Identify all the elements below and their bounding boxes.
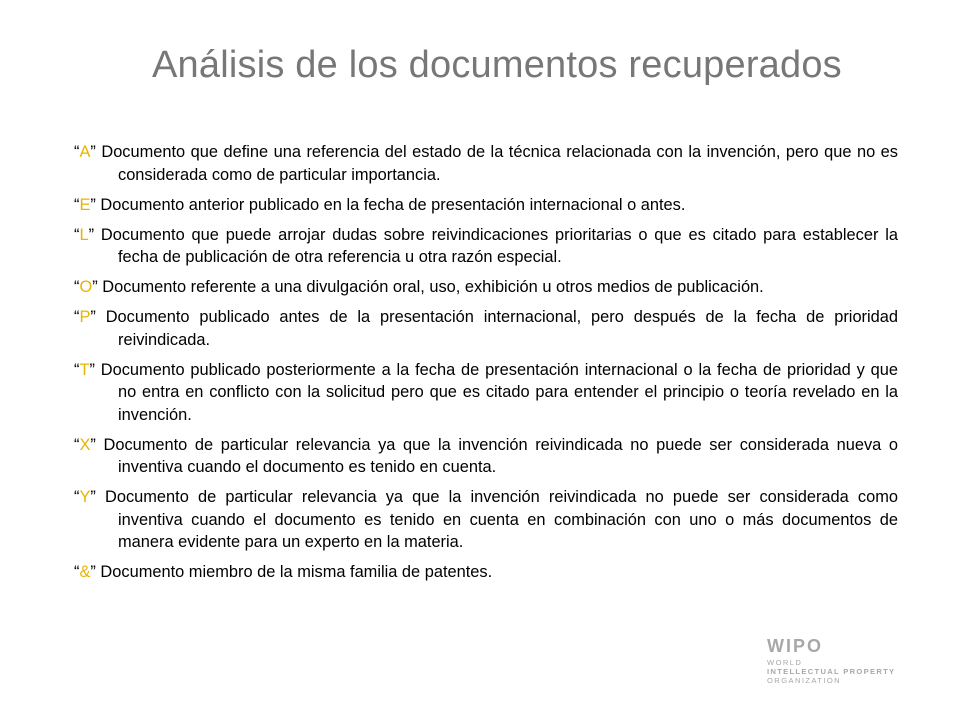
category-code: E	[79, 195, 91, 214]
category-code: Y	[79, 488, 91, 506]
quote-open: “	[74, 143, 80, 161]
quote-close: ”	[90, 563, 96, 581]
quote-close: ”	[90, 308, 96, 326]
list-item	[74, 434, 898, 479]
wipo-logo-line2: INTELLECTUAL PROPERTY	[767, 667, 896, 676]
category-description: Documento miembro de la misma familia de patentes.	[95, 563, 493, 581]
wipo-logo-mark: WIPO	[767, 636, 823, 656]
quote-close: ”	[90, 435, 96, 454]
list-item	[74, 306, 898, 351]
list-item	[74, 276, 898, 299]
wipo-logo-line3: ORGANIZATION	[767, 676, 842, 685]
category-description: Documento publicado antes de la presentación internacional, pero después de la fecha de prioridad reivindicada.	[95, 308, 898, 349]
quote-open: “	[74, 488, 80, 506]
category-code: T	[79, 360, 90, 379]
list-item	[74, 194, 898, 217]
quote-open: “	[74, 435, 80, 454]
category-description: Documento referente a una divulgación oral, uso, exhibición u otros medios de publicación.	[97, 278, 764, 296]
list-item	[74, 561, 898, 584]
quote-open: “	[74, 195, 80, 214]
quote-open: “	[74, 225, 80, 244]
wipo-logo-line1: WORLD	[767, 658, 803, 667]
quote-open: “	[74, 563, 80, 581]
quote-close: ”	[88, 225, 95, 244]
quote-close: ”	[90, 488, 96, 506]
category-description: Documento que puede arrojar dudas sobre reivindicaciones prioritarias o que es citado para establecer la fecha de publicación de otra referencia u otra razón especial.	[94, 225, 898, 266]
list-item	[74, 141, 898, 186]
category-code: X	[79, 435, 91, 454]
quote-close: ”	[90, 195, 96, 214]
category-description: Documento anterior publicado en la fecha de presentación internacional o antes.	[95, 195, 686, 214]
category-description: Documento de particular relevancia ya que la invención reivindicada no puede ser considerada nueva o inventiva cuando el documento es tenido en cuenta.	[95, 435, 898, 476]
list-item	[74, 224, 898, 269]
list-item	[74, 486, 898, 554]
quote-open: “	[74, 278, 80, 296]
quote-open: “	[74, 360, 80, 379]
category-code: L	[79, 225, 89, 244]
quote-close: ”	[89, 360, 95, 379]
category-description: Documento que define una referencia del estado de la técnica relacionada con la invención, pero que no es considerada como de particular importancia.	[95, 143, 898, 184]
quote-open: “	[74, 308, 80, 326]
wipo-logo	[767, 637, 927, 685]
list-item	[74, 359, 898, 427]
citation-category-list	[74, 141, 898, 591]
category-code: O	[79, 278, 93, 296]
category-code: A	[79, 143, 91, 161]
category-description: Documento de particular relevancia ya que la invención reivindicada no puede ser considerada como inventiva cuando el documento es tenido en cuenta en combinación con uno o más documentos de manera evidente para un experto en la materia.	[95, 488, 898, 551]
category-code: P	[79, 308, 91, 326]
page-title: Análisis de los documentos recuperados	[152, 44, 842, 86]
category-code: &	[79, 563, 91, 581]
quote-close: ”	[90, 143, 96, 161]
quote-close: ”	[92, 278, 98, 296]
category-description: Documento publicado posteriormente a la fecha de presentación internacional o la fecha de prioridad y que no entra en conflicto con la solicitud pero que es citado para entender el principio o teoría revelado en la invención.	[94, 360, 898, 424]
